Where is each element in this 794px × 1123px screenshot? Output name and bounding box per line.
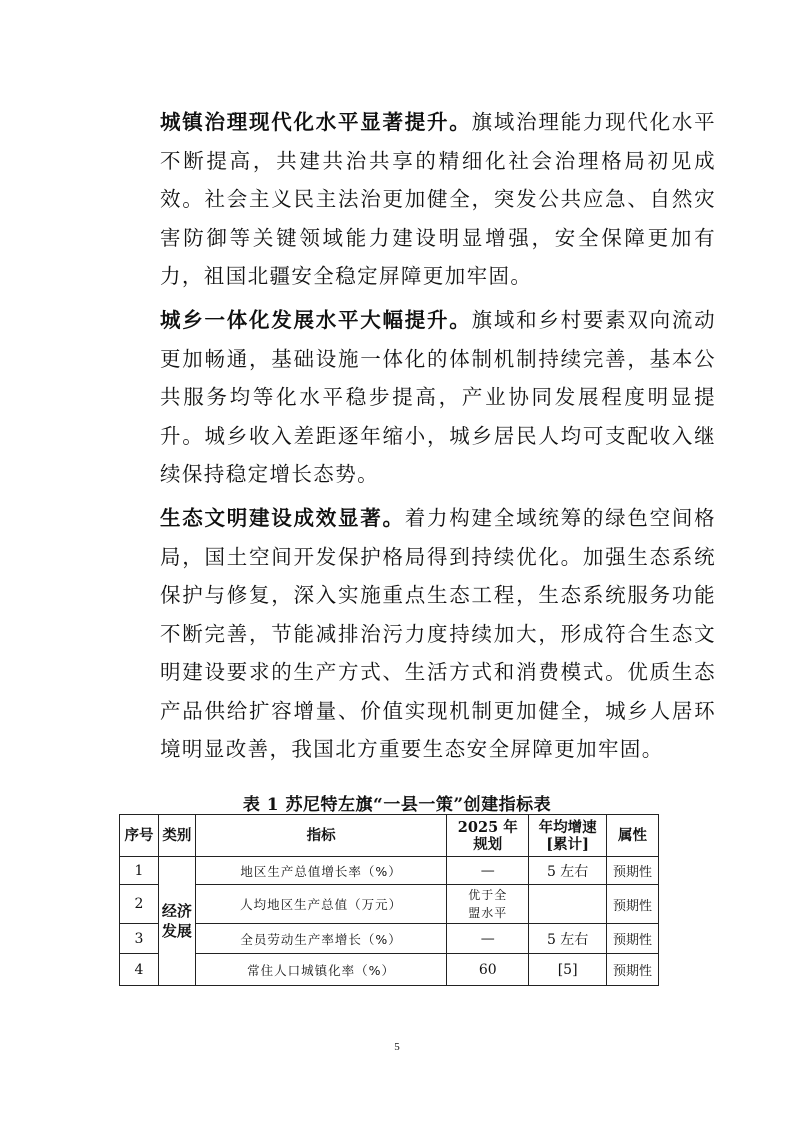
cell-growth: 5 左右 [529, 924, 607, 954]
paragraph-body: 着力构建全域统筹的绿色空间格局，国土空间开发保护格局得到持续优化。加强生态系统保护与修复，深入实施重点生态工程，生态系统服务功能不断完善，节能减排治污力度持续加大，形成符合生态文明建设要求的生产方式、生活方式和消费模式。优质生态产品供给扩容增量、价值实现机制更加健全，城乡人居环境明显改善，我国北方重要生态安全屏障更加牢固。 [160, 506, 716, 761]
page-number: 5 [394, 1041, 400, 1053]
cell-attribute: 预期性 [607, 857, 659, 885]
header-plan [447, 815, 529, 857]
cell-plan: — [447, 924, 529, 954]
cell-attribute: 预期性 [607, 924, 659, 954]
header-growth-line1: 年均增速 [538, 818, 597, 836]
cell-attribute: 预期性 [607, 885, 659, 924]
paragraph-lead: 城乡一体化发展水平大幅提升。 [160, 308, 472, 332]
cell-growth [529, 885, 607, 924]
cell-attribute: 预期性 [607, 954, 659, 986]
cell-category [158, 857, 195, 986]
header-category: 类别 [158, 815, 195, 857]
cell-indicator: 地区生产总值增长率（%） [195, 857, 446, 885]
cell-indicator: 常住人口城镇化率（%） [195, 954, 446, 986]
indicator-table [119, 814, 659, 986]
header-attribute: 属性 [607, 815, 659, 857]
category-line2: 发展 [161, 922, 192, 940]
header-seq: 序号 [120, 815, 159, 857]
paragraph-lead: 城镇治理现代化水平显著提升。 [160, 110, 472, 134]
category-line1: 经济 [161, 902, 192, 920]
table-header-row [120, 815, 659, 857]
table-row [120, 954, 659, 986]
cell-indicator: 全员劳动生产率增长（%） [195, 924, 446, 954]
header-plan-line1: 2025 年 [457, 818, 518, 836]
cell-plan-line2: 盟水平 [468, 906, 508, 920]
paragraph-lead: 生态文明建设成效显著。 [160, 506, 405, 530]
cell-plan-line1: 优于全 [468, 888, 508, 902]
cell-seq: 1 [120, 857, 159, 885]
cell-seq: 3 [120, 924, 159, 954]
cell-plan: 60 [447, 954, 529, 986]
cell-growth: 5 左右 [529, 857, 607, 885]
cell-seq: 4 [120, 954, 159, 986]
header-growth-line2: [累计] [546, 835, 589, 853]
paragraph-urban-governance [119, 103, 716, 296]
paragraph-urban-rural-integration [119, 301, 716, 494]
cell-plan [447, 885, 529, 924]
cell-indicator: 人均地区生产总值（万元） [195, 885, 446, 924]
table-row [120, 857, 659, 885]
table-row [120, 924, 659, 954]
paragraph-ecological-civilization [119, 499, 716, 769]
cell-plan: — [447, 857, 529, 885]
cell-seq: 2 [120, 885, 159, 924]
table-row [120, 885, 659, 924]
cell-growth: [5] [529, 954, 607, 986]
header-plan-line2: 规划 [473, 835, 503, 853]
header-growth [529, 815, 607, 857]
table-caption: 表 1 苏尼特左旗“一县一策”创建指标表 [242, 795, 552, 815]
header-indicator: 指标 [195, 815, 446, 857]
paragraph-body: 旗域治理能力现代化水平不断提高，共建共治共享的精细化社会治理格局初见成效。社会主义民主法治更加健全，突发公共应急、自然灾害防御等关键领域能力建设明显增强，安全保障更加有力，祖国北疆安全稳定屏障更加牢固。 [160, 110, 716, 288]
paragraph-body: 旗域和乡村要素双向流动更加畅通，基础设施一体化的体制机制持续完善，基本公共服务均等化水平稳步提高，产业协同发展程度明显提升。城乡收入差距逐年缩小，城乡居民人均可支配收入继续保持稳定增长态势。 [160, 308, 716, 486]
